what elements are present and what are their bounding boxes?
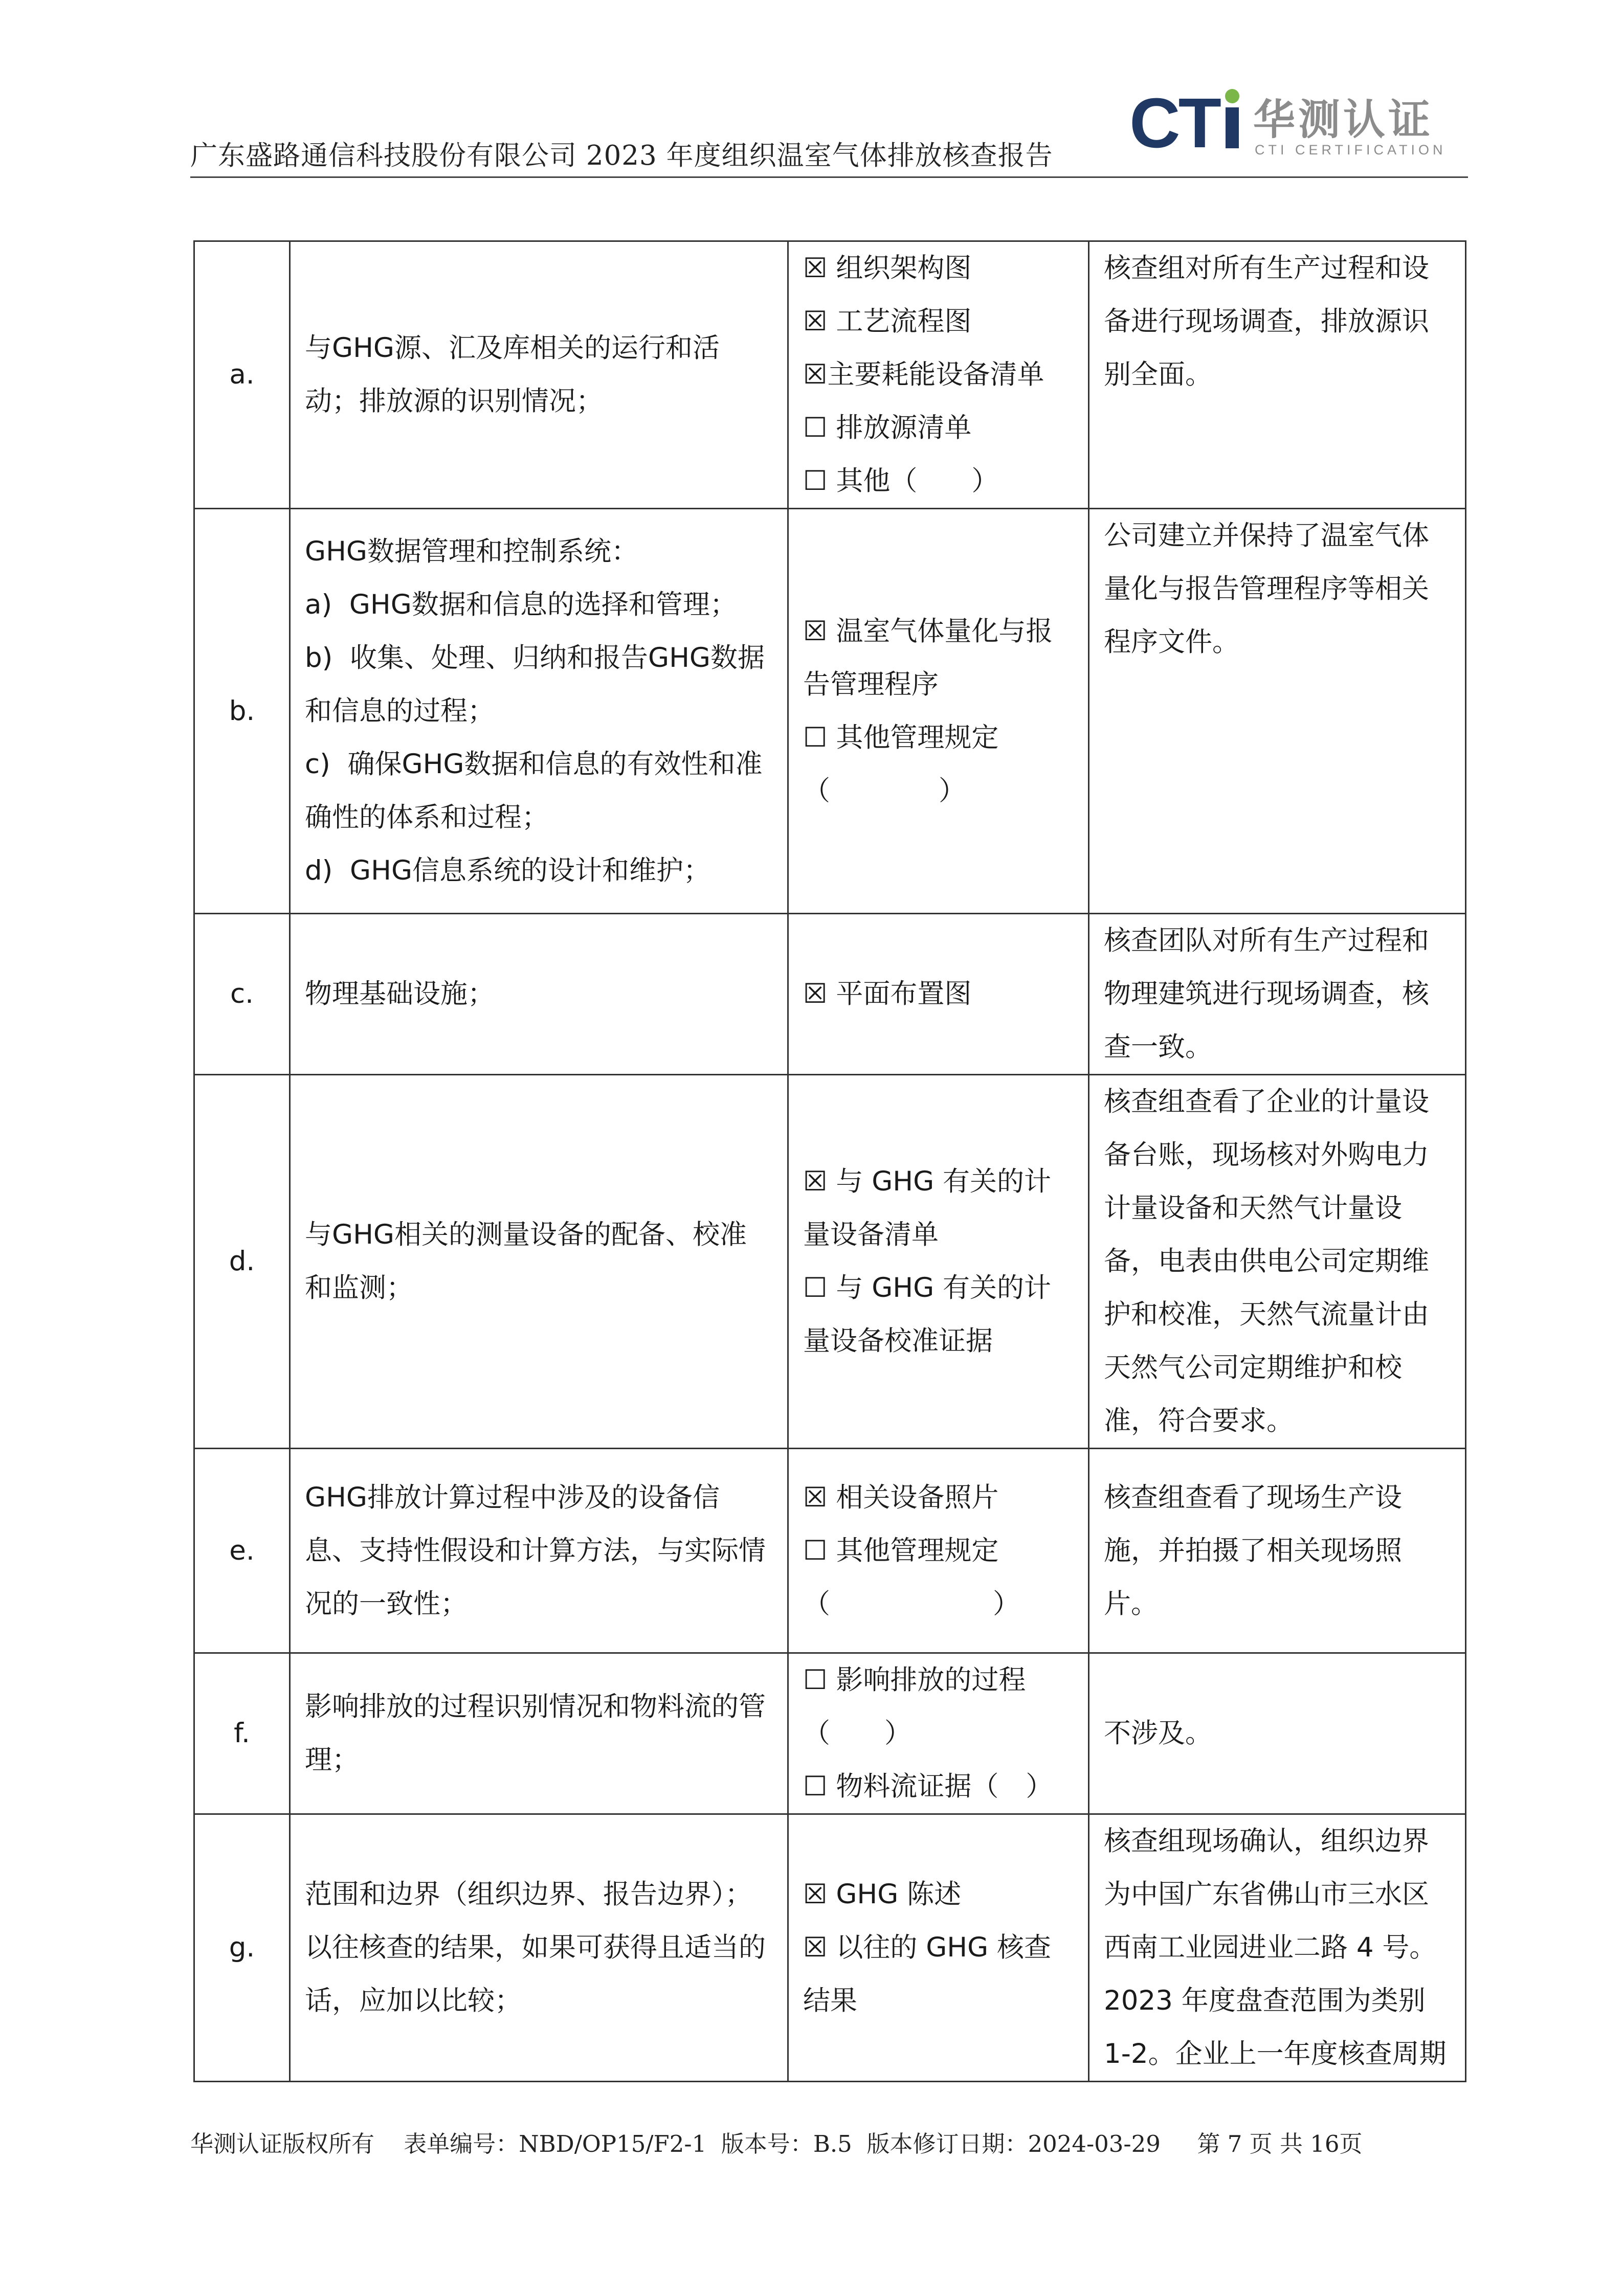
evidence-item: ☒ 与 GHG 有关的计量设备清单 [803, 1166, 1052, 1250]
evidence-item: ☐ 排放源清单 [803, 412, 972, 443]
verification-result: 核查组查看了现场生产设施，并拍摄了相关现场照片。 [1089, 1449, 1466, 1653]
check-item: 与GHG源、汇及库相关的运行和活动；排放源的识别情况； [290, 241, 788, 509]
row-id: c. [194, 914, 290, 1075]
verification-result: 核查团队对所有生产过程和物理建筑进行现场调查，核查一致。 [1089, 914, 1466, 1075]
evidence-item: ☐ 其他管理规定（ ） [803, 722, 999, 806]
table-row [194, 1075, 1466, 1449]
footer-form-number: 表单编号：NBD/OP15/F2-1 [404, 2130, 707, 2157]
evidence-item: ☐ 影响排放的过程（ ） [803, 1664, 1026, 1749]
evidence-cell [788, 509, 1089, 914]
row-id: f. [194, 1653, 290, 1814]
page-footer [190, 2125, 1363, 2158]
check-item: 范围和边界（组织边界、报告边界）；以往核查的结果，如果可获得且适当的话，应加以比较； [290, 1814, 788, 2082]
evidence-item: ☒ 相关设备照片 [803, 1481, 999, 1513]
page-header-title: 广东盛路通信科技股份有限公司 2023 年度组织温室气体排放核查报告 [190, 140, 1053, 171]
verification-result: 核查组查看了企业的计量设备台账，现场核对外购电力计量设备和天然气计量设备，电表由供电公司定期维护和校准，天然气流量计由天然气公司定期维护和校准，符合要求。 [1089, 1075, 1466, 1449]
check-item: 影响排放的过程识别情况和物料流的管理； [290, 1653, 788, 1814]
check-item-line: GHG数据管理和控制系统： [305, 535, 638, 567]
check-item [290, 509, 788, 914]
table-row [194, 1653, 1466, 1814]
evidence-item: ☐ 物料流证据（ ） [803, 1771, 1053, 1802]
logo-en-text: CTI CERTIFICATION [1255, 142, 1447, 157]
evidence-item: ☒ 工艺流程图 [803, 306, 972, 337]
table-row [194, 1814, 1466, 2082]
evidence-item: ☒ GHG 陈述 [803, 1879, 962, 1910]
table-row [194, 241, 1466, 509]
evidence-cell [788, 1653, 1089, 1814]
evidence-item: ☐ 其他管理规定（ ） [803, 1535, 1020, 1619]
cti-logo [1129, 87, 1457, 171]
check-item-line: a) GHG数据和信息的选择和管理； [305, 589, 737, 620]
row-id: g. [194, 1814, 290, 2082]
evidence-cell [788, 241, 1089, 509]
evidence-cell [788, 1075, 1089, 1449]
footer-page-number: 第 7 页 共 16页 [1197, 2130, 1363, 2157]
verification-result: 公司建立并保持了温室气体量化与报告管理程序等相关程序文件。 [1089, 509, 1466, 914]
verification-result: 核查组对所有生产过程和设备进行现场调查，排放源识别全面。 [1089, 241, 1466, 509]
check-item: 与GHG相关的测量设备的配备、校准和监测； [290, 1075, 788, 1449]
evidence-item: ☒ 以往的 GHG 核查结果 [803, 1932, 1052, 2016]
check-item-line: d) GHG信息系统的设计和维护； [305, 854, 711, 886]
evidence-cell [788, 1449, 1089, 1653]
table-row [194, 914, 1466, 1075]
evidence-item: ☒ 平面布置图 [803, 978, 972, 1009]
evidence-item: ☒主要耗能设备清单 [803, 359, 1044, 390]
check-item-line: b) 收集、处理、归纳和报告GHG数据和信息的过程； [305, 642, 765, 727]
footer-revision-date: 版本修订日期：2024-03-29 [866, 2130, 1161, 2157]
check-item-line: c) 确保GHG数据和信息的有效性和准确性的体系和过程； [305, 748, 763, 833]
row-id: e. [194, 1449, 290, 1653]
footer-copyright: 华测认证版权所有 [190, 2130, 375, 2157]
check-item: 物理基础设施； [290, 914, 788, 1075]
table-row [194, 509, 1466, 914]
verification-table [193, 240, 1466, 2082]
evidence-item: ☐ 其他（ ） [803, 465, 999, 497]
evidence-item: ☐ 与 GHG 有关的计量设备校准证据 [803, 1272, 1052, 1357]
logo-cn-text: 华测认证 [1253, 96, 1434, 144]
row-id: a. [194, 241, 290, 509]
row-id: d. [194, 1075, 290, 1449]
evidence-cell [788, 1814, 1089, 2082]
footer-version: 版本号：B.5 [721, 2130, 852, 2157]
table-row [194, 1449, 1466, 1653]
row-id: b. [194, 509, 290, 914]
evidence-item: ☒ 温室气体量化与报告管理程序 [803, 615, 1053, 700]
svg-text:CT: CT [1129, 87, 1219, 163]
header-divider [190, 176, 1468, 178]
verification-result: 不涉及。 [1089, 1653, 1466, 1814]
check-item: GHG排放计算过程中涉及的设备信息、支持性假设和计算方法，与实际情况的一致性； [290, 1449, 788, 1653]
evidence-cell [788, 914, 1089, 1075]
verification-result: 核查组现场确认，组织边界为中国广东省佛山市三水区西南工业园进业二路 4 号。2023 年度盘查范围为类别 1-2。企业上一年度核查周期 [1089, 1814, 1466, 2082]
evidence-item: ☒ 组织架构图 [803, 253, 972, 284]
